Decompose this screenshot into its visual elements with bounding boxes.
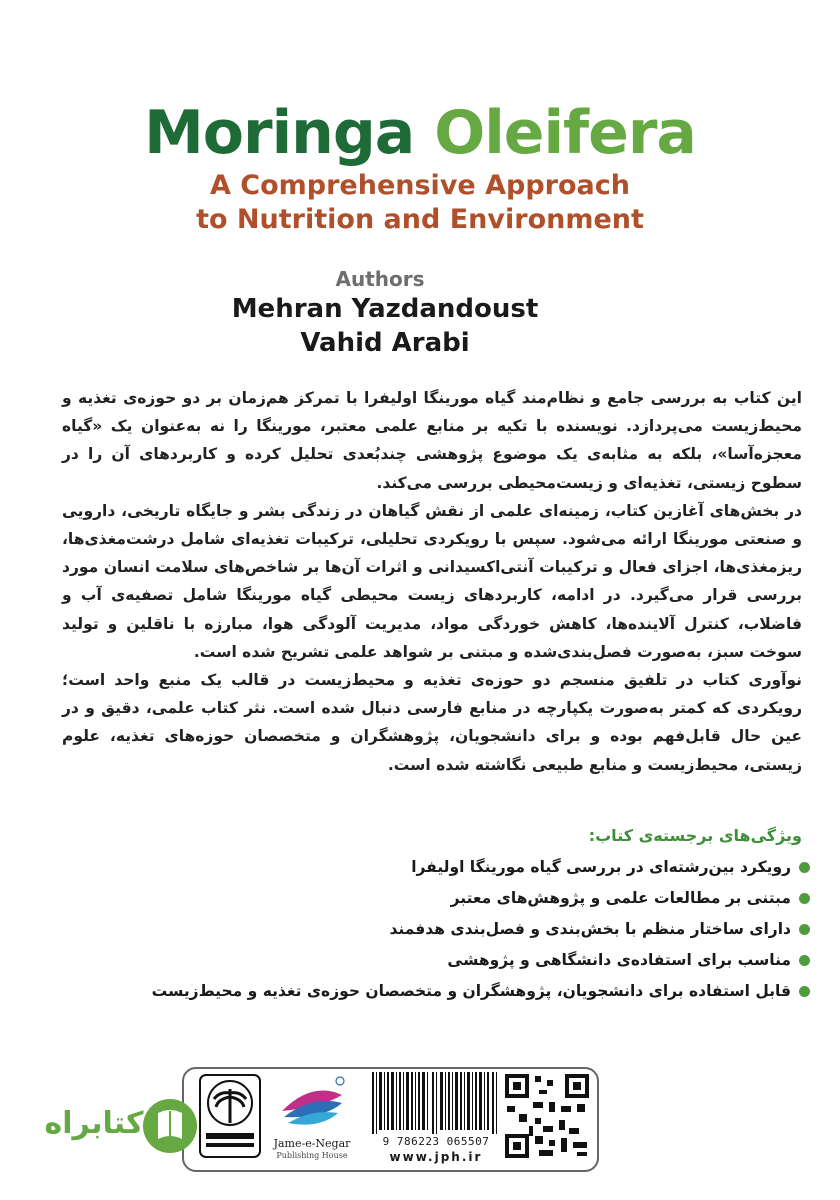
description-paragraph: نوآوری کتاب در تلفیق منسجم دو حوزه‌ی تغذیه و محیط‌زیست در قالب یک منبع واحد است؛ رویکردی که کمتر به‌صورت یکپارچه در منابع فارسی دنبال شده است. نثر کتاب علمی، دقیق و در عین حال قابل‌فهم بوده و برای دانشجویان، پژوهشگران و متخصصان حوزه‌های تغذیه، علوم زیستی، محیط‌زیست و منابع طبیعی نگاشته شده است.	[62, 671, 802, 774]
publisher-website: www.jph.ir	[389, 1150, 483, 1164]
title-part-oleifera: Oleifera	[434, 98, 696, 168]
subtitle-line-1: A Comprehensive Approach	[209, 170, 630, 201]
feature-item: رویکرد بین‌رشته‌ای در بررسی گیاه مورینگا اولیفرا	[70, 852, 810, 883]
feature-item: دارای ساختار منظم با بخش‌بندی و فصل‌بندی هدفمند	[70, 914, 810, 945]
isbn-digits: 9 786223 065507	[382, 1135, 490, 1148]
book-title	[0, 98, 840, 168]
description-paragraph: این کتاب به بررسی جامع و نظام‌مند گیاه مورینگا اولیفرا با تمرکز هم‌زمان بر دو حوزه‌ی تغذیه و محیط‌زیست می‌پردازد. نویسنده با تکیه بر منابع علمی معتبر، مورینگا را نه به‌عنوان یک «گیاه معجزه‌آسا»، بلکه به مثابه‌ی یک موضوع پژوهشی چندبُعدی تحلیل کرده و کاربردهای آن را در سطوح زیستی، تغذیه‌ای و زیست‌محیطی بررسی می‌کند.	[62, 389, 802, 492]
title-part-moringa: Moringa	[144, 98, 415, 168]
subtitle-line-2: to Nutrition and Environment	[196, 204, 644, 235]
publisher-subtitle: Publishing House	[276, 1151, 348, 1160]
author-name-1: Mehran Yazdandoust	[231, 294, 539, 324]
features-heading: ویژگی‌های برجسته‌ی کتاب:	[588, 826, 802, 845]
feature-item: قابل استفاده برای دانشجویان، پژوهشگران و متخصصان حوزه‌ی تغذیه و محیط‌زیست	[70, 976, 810, 1007]
bullet-icon	[799, 862, 810, 873]
ketabrah-logo-text: کتابراه	[44, 1106, 144, 1141]
feature-item: مبتنی بر مطالعات علمی و پژوهش‌های معتبر	[70, 883, 810, 914]
emblem-seal-icon	[198, 1073, 262, 1159]
authors-label: Authors	[335, 267, 425, 291]
qr-code-icon	[503, 1072, 591, 1160]
author-name-2: Vahid Arabi	[300, 328, 470, 358]
description-paragraph: در بخش‌های آغازین کتاب، زمینه‌ای علمی از نقش گیاهان در زندگی بشر و جایگاه تاریخی، دارویی و صنعتی مورینگا ارائه می‌شود. سپس با رویکردی تحلیلی، ترکیبات تغذیه‌ای شامل درشت‌مغذی‌ها، ریزمغذی‌ها، اجزای فعال و ترکیبات آنتی‌اکسیدانی و اثرات آن‌ها بر شاخص‌های سلامت انسان مورد بررسی قرار می‌گیرد. در ادامه، کاربردهای زیست محیطی گیاه مورینگا شامل تصفیه‌ی آب و فاضلاب، کنترل آلاینده‌ها، کاهش خوردگی مواد، مدیریت آلودگی هوا، مبارزه با ناقلین و تولید سوخت سبز، به‌صورت فصل‌بندی‌شده و مبتنی بر شواهد علمی تشریح شده است.	[62, 501, 802, 661]
description-text	[62, 384, 802, 779]
features-list	[70, 852, 810, 1007]
feature-item: مناسب برای استفاده‌ی دانشگاهی و پژوهشی	[70, 945, 810, 976]
barcode-icon	[370, 1072, 500, 1134]
bullet-icon	[799, 924, 810, 935]
publisher-name: Jame-e-Negar	[273, 1137, 351, 1150]
title-block	[0, 98, 840, 236]
publisher-logo-icon	[272, 1073, 352, 1133]
bullet-icon	[799, 955, 810, 966]
bullet-icon	[799, 986, 810, 997]
bullet-icon	[799, 893, 810, 904]
